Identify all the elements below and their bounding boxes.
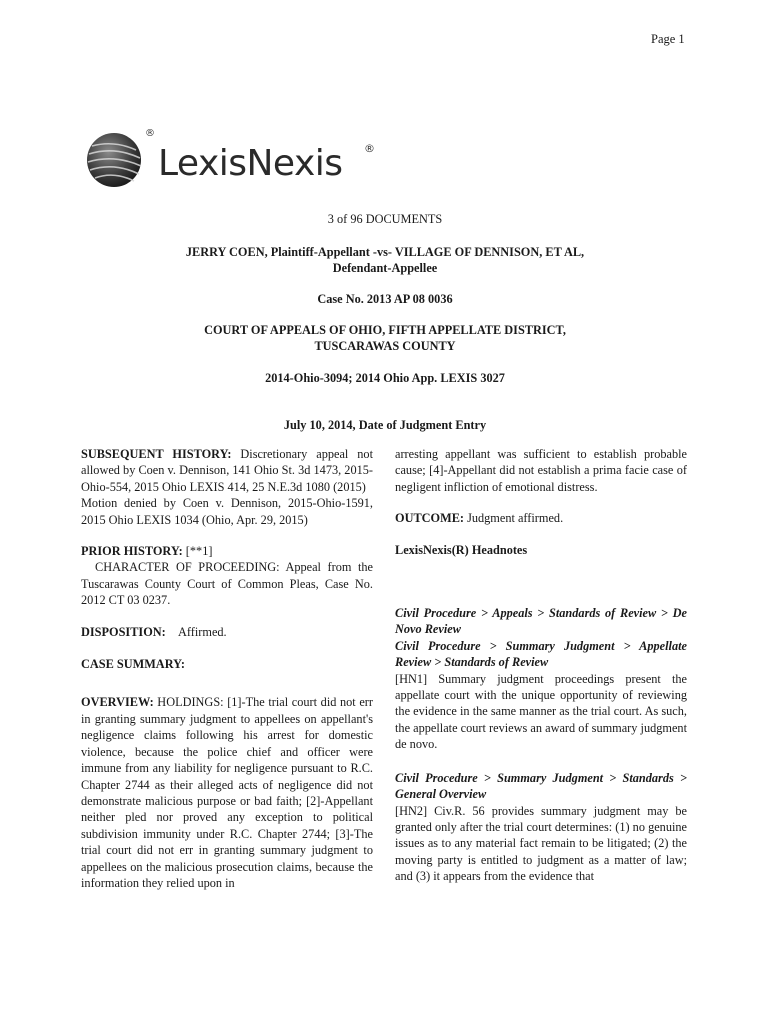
motion-denied: Motion denied by Coen v. Dennison, 2015-Ohio-1591, 2015 Ohio LEXIS 1034 (Ohio, Apr. 29, 2015): [81, 496, 373, 527]
topic-de-novo-review: Civil Procedure > Appeals > Standards of Review > De Novo Review: [395, 606, 687, 637]
court-name: [150, 322, 620, 355]
svg-text:®: ®: [145, 128, 155, 139]
court-line-2: TUSCARAWAS COUNTY: [314, 339, 456, 354]
overview-continuation: arresting appellant was sufficient to establish probable cause; [4]-Appellant did not establish a prima facie case of negligent infliction of emotional distress.: [395, 447, 687, 494]
disposition: [81, 624, 373, 640]
topic-appellate-review: Civil Procedure > Summary Judgment > Appellate Review > Standards of Review: [395, 638, 687, 670]
subsequent-history-text: Discretionary appeal not allowed by Coen v. Dennison, 141 Ohio St. 3d 1473, 2015-Ohio-554, 2015 Ohio LEXIS 414, 25 N.E.3d 1080 (2015): [81, 447, 374, 494]
outcome: [395, 510, 687, 526]
svg-text:®: ®: [364, 142, 375, 155]
headnote-1: [HN1] Summary judgment proceedings present the appellate court with the unique opportunity of reviewing the evidence in the same manner as the trial court. As such, the appellate court reviews an award of summary judgment de novo.: [395, 671, 687, 752]
outcome-label: OUTCOME:: [395, 511, 464, 526]
prior-history-ref: [**1]: [182, 544, 213, 559]
overview: [81, 694, 373, 891]
disposition-label: DISPOSITION:: [81, 624, 166, 639]
subsequent-history: [81, 446, 373, 495]
right-column: [395, 446, 687, 885]
svg-text:LexisNexis: LexisNexis: [158, 143, 343, 184]
page-number: Page 1: [651, 32, 685, 46]
outcome-text: Judgment affirmed.: [464, 511, 564, 526]
overview-label: OVERVIEW:: [81, 695, 154, 710]
headnotes-heading: LexisNexis(R) Headnotes: [395, 542, 528, 557]
citation: 2014-Ohio-3094; 2014 Ohio App. LEXIS 3027: [265, 371, 505, 385]
case-number: Case No. 2013 AP 08 0036: [317, 292, 453, 306]
case-parties: [150, 244, 620, 277]
case-summary-heading: CASE SUMMARY:: [81, 657, 185, 672]
subsequent-history-label: SUBSEQUENT HISTORY:: [81, 447, 232, 461]
lexisnexis-logo: [86, 122, 386, 194]
prior-history: [81, 543, 373, 559]
prior-history-label: PRIOR HISTORY:: [81, 544, 183, 559]
topic-general-overview: Civil Procedure > Summary Judgment > Standards > General Overview: [395, 770, 687, 802]
document-count: 3 of 96 DOCUMENTS: [327, 212, 443, 226]
parties-line-2: Defendant-Appellee: [332, 261, 438, 276]
judgment-date: July 10, 2014, Date of Judgment Entry: [283, 418, 487, 432]
overview-text: HOLDINGS: [1]-The trial court did not err in granting summary judgment to appellees on appellant's negligence claims following his arrest for domestic violence, because the police chief and officer were immune from any liability for negligence pursuant to R.C. Chapter 2744 as their alleged acts of negligence did not demonstrate malicious purpose or bad faith; [2]-Appellant neither pled nor proved any exception to political subdivision immunity under R.C. Chapter 2744; [3]-The trial court did not err in granting summary judgment to appellees on the malicious prosecution claims, because the information they relied upon in: [81, 695, 373, 890]
parties-line-1: JERRY COEN, Plaintiff-Appellant -vs- VILLAGE OF DENNISON, ET AL,: [185, 245, 585, 259]
left-column: [81, 446, 373, 891]
court-line-1: COURT OF APPEALS OF OHIO, FIFTH APPELLATE DISTRICT,: [204, 323, 566, 337]
disposition-text: Affirmed.: [165, 624, 227, 639]
prior-history-text: CHARACTER OF PROCEEDING: Appeal from the Tuscarawas County Court of Common Pleas, Case No. 2012 CT 03 0237.: [81, 560, 373, 608]
headnote-2: [HN2] Civ.R. 56 provides summary judgment may be granted only after the trial court determines: (1) no genuine issues as to any material fact remain to be litigated; (2) the moving party is entitled to judgment as a matter of law; and (3) it appears from the evidence that: [395, 803, 687, 884]
